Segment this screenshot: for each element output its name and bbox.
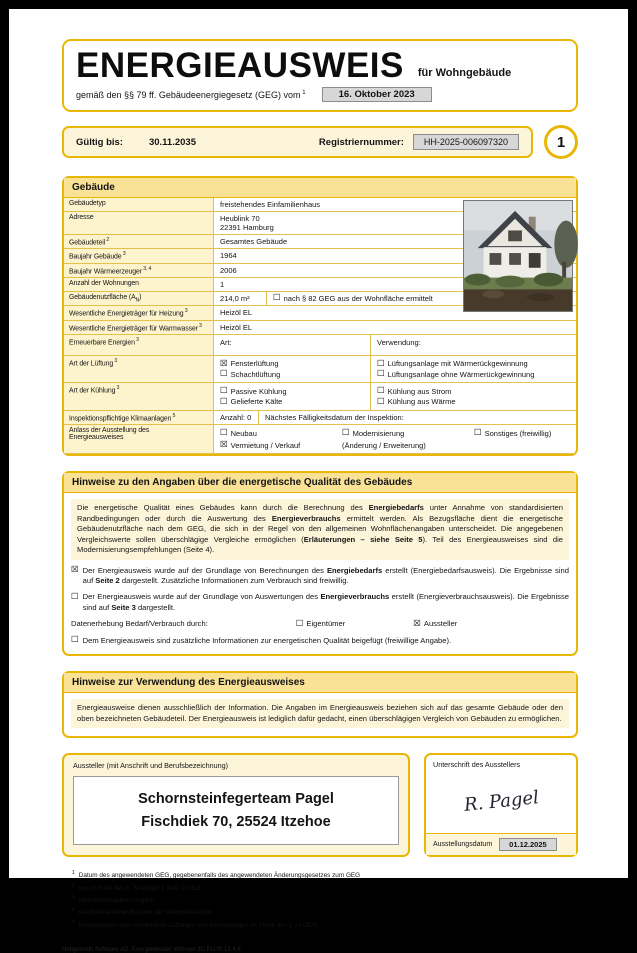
checkbox-label: Vermietung / Verkauf — [230, 440, 301, 450]
hints-usage-text: Energieausweise dienen ausschließlich der Information. Die Angaben im Energieausweis beziehen sich auf das gesamte Gebäude oder den oben bezeichneten Gebäudeteil. Der Energieausweis ist lediglich dafür gedacht, einen überschlägigen Vergleich von Gebäuden zu ermöglichen. — [71, 699, 569, 728]
building-section-title: Gebäude — [64, 178, 576, 198]
row-klimaanlagen — [64, 411, 576, 425]
address-line2: 22391 Hamburg — [220, 223, 274, 232]
field-label-text: Inspektionspflichtige Klimaanlagen — [69, 415, 172, 423]
lueftung-col2 — [370, 356, 576, 383]
checkbox-label: Kühlung aus Wärme — [387, 397, 456, 407]
title-row — [76, 48, 564, 83]
data-collection-label: Datenerhebung Bedarf/Verbrauch durch: — [71, 619, 208, 629]
option — [342, 429, 474, 438]
checkbox-label: Eigentümer — [306, 619, 346, 629]
checkbox-label: Modernisierung — [352, 428, 405, 438]
law-reference — [76, 90, 306, 100]
hint-option-text: Der Energieausweis wurde auf der Grundlage von Auswertungen des Energieverbrauchs erstellt (Energieverbrauchsausweis). Die Ergebnisse sind auf Seite 3 dargestellt. — [82, 592, 570, 612]
option — [377, 387, 570, 396]
field-label-text: Art der Kühlung — [69, 387, 116, 395]
field-label-line1: Anlass der Ausstellung des — [69, 427, 150, 435]
checkbox-label: Sonstiges (freiwillig) — [484, 428, 552, 438]
field-value: Gesamtes Gebäude — [220, 237, 288, 246]
hints-usage-title: Hinweise zur Verwendung des Energieausweises — [64, 673, 576, 693]
field-label: Adresse — [64, 212, 214, 234]
valid-until-date: 30.11.2035 — [148, 136, 196, 148]
checkbox-label: Fensterlüftung — [230, 359, 279, 369]
field-label — [64, 356, 214, 383]
hint-option-zusatzinfo — [71, 636, 569, 646]
checkbox-label: Gelieferte Kälte — [230, 397, 283, 407]
field-value — [214, 335, 576, 355]
field-label: Gebäudetyp — [64, 198, 214, 211]
field-value: 1964 — [220, 251, 237, 261]
field-value: freistehendes Einfamilienhaus — [220, 200, 321, 209]
document-header — [62, 39, 578, 112]
hint-option-text: Dem Energieausweis sind zusätzliche Informationen zur energetischen Qualität beigefügt (freiwillige Angabe). — [82, 635, 452, 645]
option — [377, 397, 570, 406]
footnote-text: Datum des angewendeten GEG, gegebenenfalls des angewendeten Änderungsgesetzes zum GEG — [78, 872, 361, 880]
field-label — [64, 235, 214, 248]
software-footer: Hottgenroth Software AG, Energieberater Wohnen 3D PLUS 12.4.6 — [62, 947, 241, 953]
registration-number-box: HH-2025-006097320 — [413, 134, 519, 150]
field-value — [214, 411, 576, 424]
option — [220, 441, 342, 450]
checkbox-icon: ☐ — [273, 293, 281, 304]
erneuerbare-art-label: Art: — [220, 337, 232, 347]
field-label — [64, 335, 214, 355]
checkbox-icon: ☒ — [220, 358, 228, 369]
kuehlung-col2 — [370, 383, 576, 410]
option — [377, 370, 570, 379]
field-label-text: ) — [139, 293, 142, 301]
footnotes — [62, 869, 578, 931]
footnote-marker: 2 — [106, 237, 110, 243]
footnote — [72, 906, 578, 918]
field-label — [64, 411, 214, 424]
kuehlung-col1 — [214, 383, 370, 410]
field-label-text: Wesentliche Energieträger für Warmwasser — [69, 324, 198, 332]
data-collection-row — [71, 619, 569, 629]
checkbox-label: Kühlung aus Strom — [387, 386, 452, 396]
document-subtitle: für Wohngebäude — [417, 67, 512, 79]
field-value: 2006 — [220, 265, 237, 275]
hints-quality-section — [62, 471, 578, 656]
field-label-sub: N — [135, 297, 140, 304]
document-page — [9, 9, 628, 953]
page-number: 1 — [556, 133, 566, 151]
field-value — [214, 425, 576, 453]
checkbox-icon: ☐ — [220, 427, 228, 438]
footnote-number: 2 — [72, 882, 75, 889]
building-photo — [463, 200, 573, 312]
anlass-col1 — [220, 427, 342, 451]
checkbox-label: Lüftungsanlage ohne Wärmerückgewinnung — [387, 369, 535, 379]
option-eigentuemer — [296, 619, 345, 629]
footnote — [72, 894, 578, 906]
field-value — [214, 383, 576, 410]
field-label-line2: Energieausweises — [69, 434, 124, 442]
hints-usage-body — [64, 693, 576, 736]
footnote-number: 5 — [72, 919, 75, 926]
footnote-marker: 3, 4 — [143, 265, 152, 272]
geg-date-box: 16. Oktober 2023 — [322, 87, 432, 102]
issuer-address: Fischdiek 70, 25524 Itzehoe — [141, 813, 331, 830]
checkbox-icon: ☐ — [377, 386, 385, 397]
hint-option-verbrauch — [71, 592, 569, 613]
checkbox-label: Schachtlüftung — [230, 369, 281, 379]
field-value: 1 — [220, 279, 225, 289]
field-label-text: Art der Lüftung — [69, 360, 114, 368]
footnote-marker: 3 — [116, 385, 120, 392]
checkbox-label: Aussteller — [423, 619, 458, 629]
row-kuehlung — [64, 383, 576, 411]
checkbox-label: Neubau — [230, 428, 257, 438]
field-label — [64, 306, 214, 319]
field-label — [64, 425, 214, 453]
footnote-text: Klimaanlagen oder kombinierte Lüftungs- und Klimaanlagen im Sinne des § 74 GEG — [78, 921, 318, 929]
issue-date-label: Ausstellungsdatum — [433, 841, 493, 849]
option — [474, 429, 570, 438]
anzahl-label: Anzahl: — [220, 412, 246, 422]
hints-quality-intro: Die energetische Qualität eines Gebäudes kann durch die Berechnung des Energiebedarfs unter Annahme von standardisierten Randbedingungen oder durch die Auswertung des Energieverbrauchs ermittelt werden. Als Bezugsfläche dient die energetische Gebäudenutzfläche nach dem GEG, die sich in der Regel von den allgemeinen Wohnflächenangaben unterscheidet. Die angegebenen Vergleichswerte sollen überschlägige Vergleiche ermöglichen (Erläuterungen – siehe Seite 5). Teil des Energieausweises sind die Modernisierungsempfehlungen (Seite 4). — [71, 499, 569, 559]
option-subline — [342, 441, 474, 450]
option — [220, 397, 364, 406]
footnote-marker: 5 — [172, 412, 176, 419]
lueftung-col1 — [214, 356, 370, 383]
option — [220, 359, 364, 368]
field-label — [64, 249, 214, 262]
checkbox-label: Lüftungsanlage mit Wärmerückgewinnung — [387, 359, 528, 369]
checkbox-icon: ☐ — [377, 369, 385, 380]
field-value: Heizöl EL — [220, 322, 253, 332]
valid-until-label: Gültig bis: — [76, 136, 123, 148]
option — [220, 387, 364, 396]
field-label: Anzahl der Wohnungen — [64, 278, 214, 291]
field-label-text: Erneuerbare Energien — [69, 339, 135, 347]
row-warmwasser — [64, 321, 576, 335]
issuer-row — [62, 753, 578, 857]
checkbox-icon: ☐ — [220, 369, 228, 380]
checkbox-icon: ☐ — [474, 427, 482, 438]
building-section — [62, 176, 578, 456]
field-label — [64, 321, 214, 334]
checkbox-icon: ☒ — [413, 619, 421, 630]
field-label-text: Baujahr Wärmeerzeuger — [69, 267, 142, 275]
checkbox-label: Passive Kühlung — [230, 386, 287, 396]
row-anlass — [64, 425, 576, 454]
checkbox-icon: ☐ — [342, 427, 350, 438]
field-label-text: Wesentliche Energieträger für Heizung — [69, 310, 184, 318]
footnote-marker: 3 — [136, 336, 139, 343]
field-label-text: Gebäudeteil — [69, 239, 106, 247]
anzahl-value: 0 — [247, 412, 252, 422]
checkbox-icon: ☒ — [220, 439, 228, 450]
footnote-number: 3 — [72, 894, 75, 901]
erneuerbare-verwendung-label: Verwendung: — [370, 335, 576, 355]
checkbox-label: nach § 82 GEG aus der Wohnfläche ermittelt — [283, 294, 433, 304]
field-value — [214, 356, 576, 383]
option-aussteller — [413, 619, 457, 629]
signature: R. Pagel — [462, 786, 540, 816]
checkbox-label: (Änderung / Erweiterung) — [342, 440, 426, 450]
field-label-text: Gebäudenutzfläche (A — [69, 293, 136, 301]
hint-option-bedarf — [71, 566, 569, 587]
field-label-text: Baujahr Gebäude — [69, 253, 122, 261]
field-label — [64, 383, 214, 410]
field-label — [64, 264, 214, 277]
validity-row — [62, 125, 578, 159]
hint-option-text: Der Energieausweis wurde auf der Grundlage von Berechnungen des Energiebedarfs erstellt (Energiebedarfsausweis). Die Ergebnisse sind auf Seite 2 dargestellt. Zusätzliche Informationen zum Verbrauch sind freiwillig. — [82, 565, 569, 585]
document-title: ENERGIEAUSWEIS — [76, 46, 404, 85]
footnote-marker: 3 — [114, 357, 118, 364]
issue-date-box: 01.12.2025 — [499, 838, 557, 851]
issuer-card — [73, 776, 399, 845]
anlass-col2 — [342, 427, 474, 451]
issuer-title: Aussteller (mit Anschrift und Berufsbezeichnung) — [73, 761, 229, 771]
checkbox-icon: ☒ — [71, 565, 79, 575]
footnote-marker: 3 — [122, 251, 126, 258]
building-table — [64, 198, 576, 454]
footnote-number: 1 — [72, 870, 75, 877]
anlass-col3 — [474, 427, 570, 451]
footnote-marker: 3 — [184, 308, 188, 315]
checkbox-icon: ☐ — [220, 396, 228, 407]
signature-title: Unterschrift des Ausstellers — [433, 760, 521, 770]
footnote — [72, 869, 578, 881]
row-lueftung — [64, 356, 576, 384]
page-number-badge — [544, 125, 578, 159]
checkbox-icon: ☐ — [220, 386, 228, 397]
hints-usage-section — [62, 671, 578, 738]
checkbox-icon: ☐ — [377, 396, 385, 407]
hints-quality-body — [64, 493, 576, 654]
footnote-text: Mehrfachangaben möglich — [78, 897, 155, 905]
validity-bar — [62, 126, 533, 158]
footnote-text: nur im Falle des § 79 Absatz 2 Satz 2 GEG — [78, 884, 201, 892]
klima-next-inspection: Nächstes Fälligkeitsdatum der Inspektion: — [258, 411, 576, 424]
issuer-box — [62, 753, 410, 857]
registration-label: Registriernummer: — [318, 136, 404, 148]
checkbox-icon: ☐ — [295, 619, 304, 630]
signature-area — [426, 769, 576, 833]
hints-quality-title: Hinweise zu den Angaben über die energetische Qualität des Gebäudes — [64, 473, 576, 493]
footnote-marker: 3 — [199, 322, 202, 329]
klima-anzahl — [214, 411, 258, 424]
option — [220, 370, 364, 379]
signature-box — [424, 753, 578, 857]
footnote-text: bei Wärmenetzen Baujahr der Übergabestation — [78, 909, 213, 917]
issuer-name: Schornsteinfegerteam Pagel — [138, 791, 334, 808]
footnote — [72, 919, 578, 931]
checkbox-icon: ☐ — [71, 591, 79, 602]
law-row — [76, 87, 564, 102]
checkbox-icon: ☐ — [71, 635, 79, 646]
field-label — [64, 292, 214, 305]
option — [220, 429, 342, 438]
law-footnote-marker: 1 — [302, 89, 306, 96]
law-reference-text: gemäß den §§ 79 ff. Gebäudeenergiegesetz (GEG) vom — [76, 89, 301, 100]
row-erneuerbare — [64, 335, 576, 356]
footnote — [72, 882, 578, 894]
checkbox-icon: ☐ — [377, 358, 385, 369]
option — [377, 359, 570, 368]
issue-date-row — [426, 833, 576, 855]
nutzflaeche-value: 214,0 m² — [220, 293, 250, 303]
address-line1: Heublink 70 — [220, 214, 260, 223]
footnote-number: 4 — [72, 907, 75, 914]
field-value: Heizöl EL — [220, 308, 253, 318]
